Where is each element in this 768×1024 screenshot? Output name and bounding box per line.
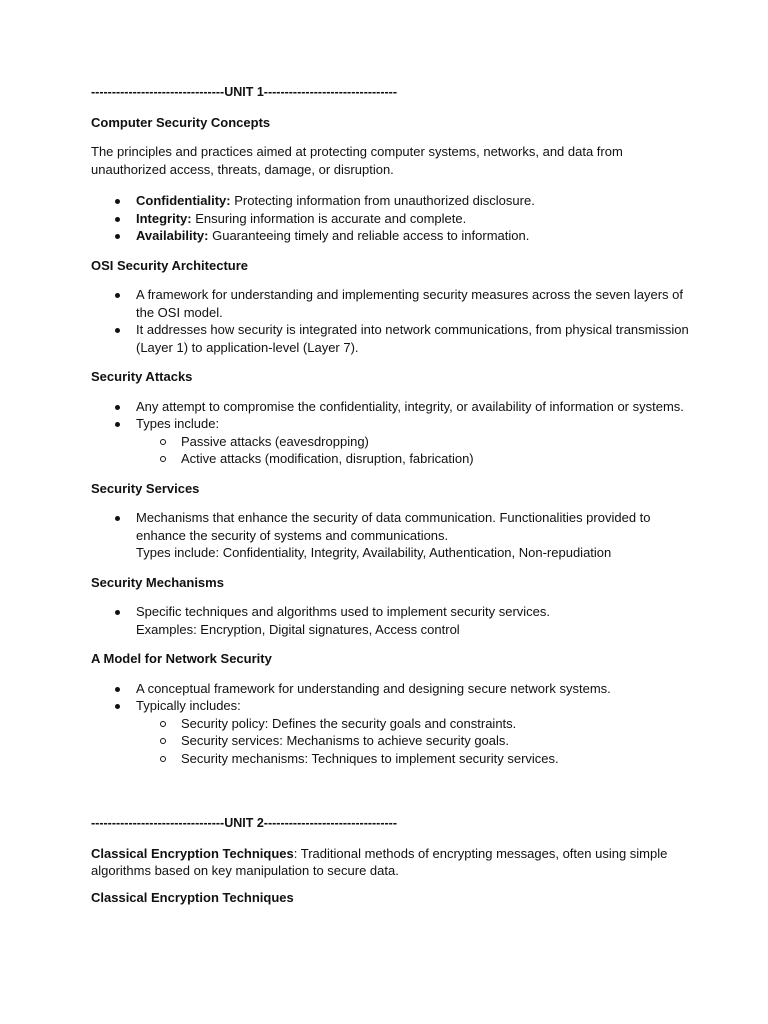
services-description: Mechanisms that enhance the security of data communication. Functionalities provided to enhance the security of systems and communications. xyxy=(136,510,651,543)
list-model xyxy=(91,680,691,768)
list-item: A framework for understanding and implementing security measures across the seven layers of the OSI model. xyxy=(136,286,691,321)
definition-classical-encryption: : Traditional methods of encrypting messages, often using simple algorithms based on key manipulation to secure data. xyxy=(91,845,668,878)
definition-availability: Guaranteeing timely and reliable access to information. xyxy=(208,228,530,243)
types-include-label: Types include: xyxy=(136,416,220,431)
mechanisms-description: Specific techniques and algorithms used to implement security services. xyxy=(136,604,551,619)
list-cia-triad xyxy=(91,192,691,245)
term-availability: Availability: xyxy=(136,228,209,243)
paragraph-classical-encryption xyxy=(91,845,691,880)
typically-includes-label: Typically includes: xyxy=(136,698,241,713)
term-integrity: Integrity: xyxy=(136,210,192,226)
paragraph-security-definition: The principles and practices aimed at protecting computer systems, networks, and data from unauthorized access, threats, damage, or disruption. xyxy=(91,144,623,177)
list-item xyxy=(136,603,691,638)
term-classical-encryption: Classical Encryption Techniques xyxy=(91,845,294,861)
list-attacks xyxy=(91,398,691,468)
list-services xyxy=(91,509,691,562)
list-item: Security services: Mechanisms to achieve security goals. xyxy=(181,732,691,750)
heading-computer-security-concepts: Computer Security Concepts xyxy=(91,114,271,130)
list-item xyxy=(136,210,691,228)
heading-model-network-security: A Model for Network Security xyxy=(91,651,272,666)
document-page xyxy=(91,84,691,906)
term-confidentiality: Confidentiality: xyxy=(136,193,231,208)
list-item: Active attacks (modification, disruption, fabrication) xyxy=(181,450,691,468)
unit-2-divider: --------------------------------UNIT 2-------------------------------- xyxy=(91,816,397,830)
sublist-model-components xyxy=(136,715,691,768)
list-mechanisms xyxy=(91,603,691,638)
list-item: Passive attacks (eavesdropping) xyxy=(181,433,691,451)
heading-security-mechanisms: Security Mechanisms xyxy=(91,574,224,590)
list-item: Security policy: Defines the security goals and constraints. xyxy=(181,715,691,733)
mechanisms-examples: Examples: Encryption, Digital signatures, Access control xyxy=(136,621,460,637)
list-item xyxy=(136,697,691,767)
list-item: It addresses how security is integrated into network communications, from physical transmission (Layer 1) to application-level (Layer 7). xyxy=(136,321,691,356)
unit-1-divider: --------------------------------UNIT 1-------------------------------- xyxy=(91,85,397,99)
list-item xyxy=(136,227,691,245)
definition-integrity: Ensuring information is accurate and complete. xyxy=(191,210,467,226)
services-types: Types include: Confidentiality, Integrity, Availability, Authentication, Non-repudiation xyxy=(136,545,612,560)
list-item: Security mechanisms: Techniques to implement security services. xyxy=(181,750,691,768)
list-item xyxy=(136,192,691,210)
definition-confidentiality: Protecting information from unauthorized disclosure. xyxy=(230,193,535,208)
heading-security-attacks: Security Attacks xyxy=(91,369,193,384)
heading-osi-security-architecture: OSI Security Architecture xyxy=(91,257,249,273)
list-item: A conceptual framework for understanding and designing secure network systems. xyxy=(136,680,691,698)
list-osi xyxy=(91,286,691,356)
sublist-attack-types xyxy=(136,433,691,468)
list-item: Any attempt to compromise the confidentiality, integrity, or availability of information or systems. xyxy=(136,398,691,416)
list-item xyxy=(136,509,691,562)
heading-classical-encryption-techniques: Classical Encryption Techniques xyxy=(91,889,294,905)
heading-security-services: Security Services xyxy=(91,480,200,496)
list-item xyxy=(136,415,691,468)
